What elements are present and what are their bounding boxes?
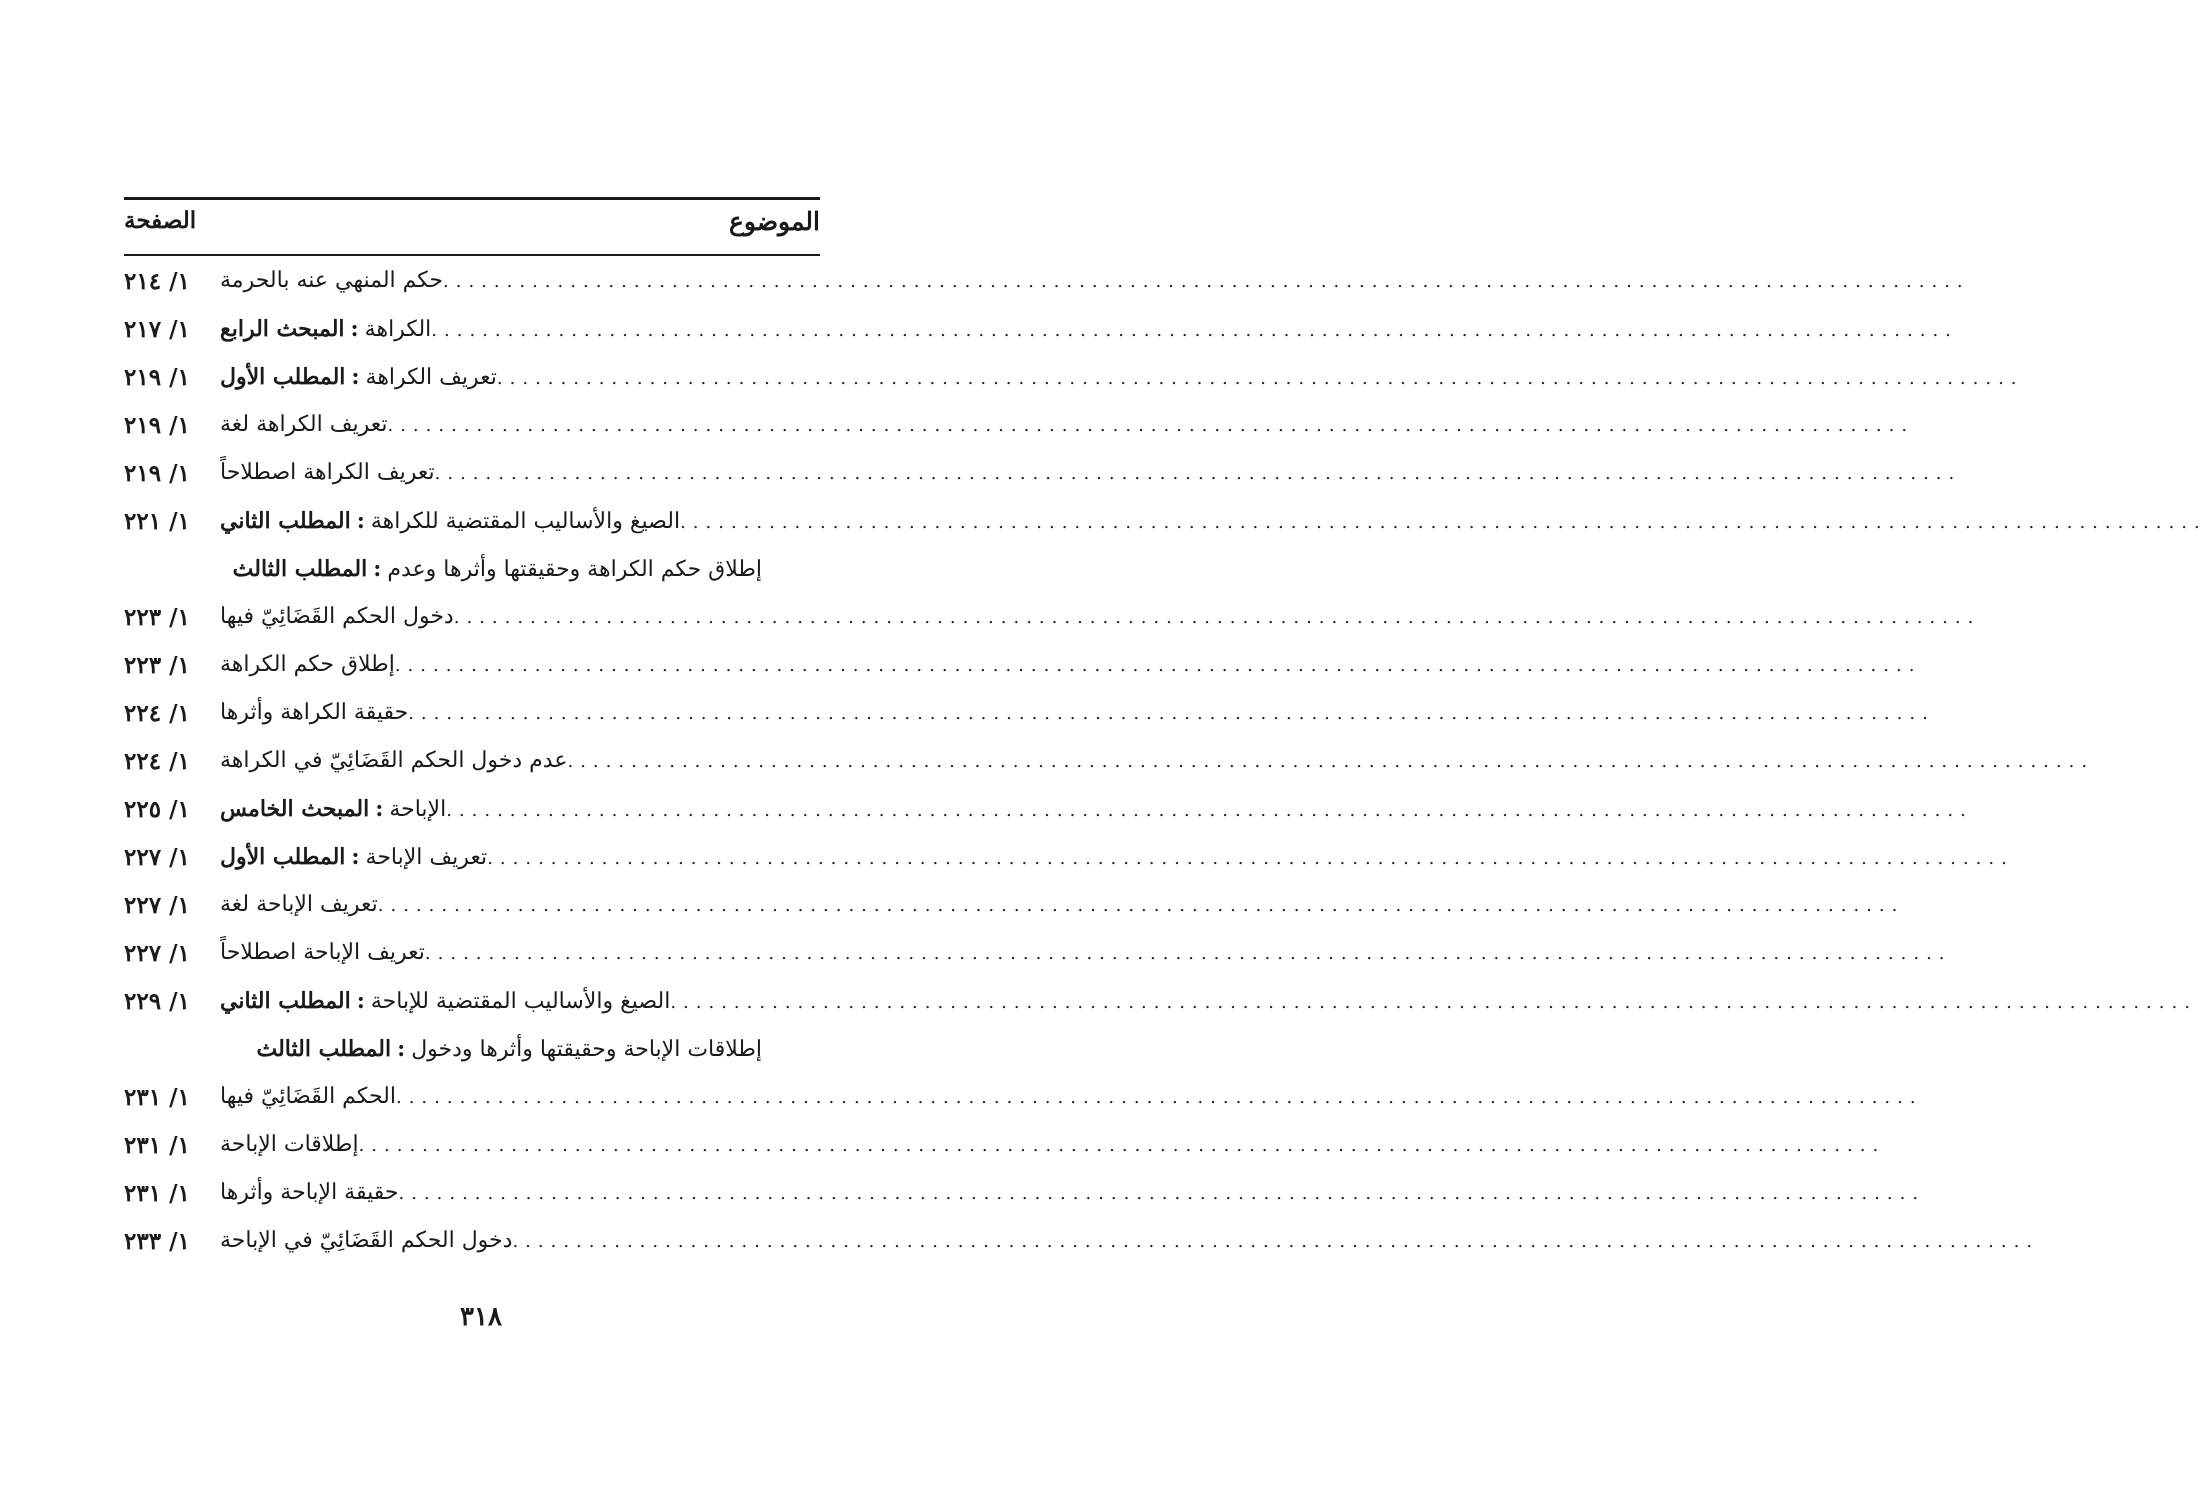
toc-entry [220,460,1962,485]
toc-entry-text: دخول الحكم القَضَائِيّ فيها [220,604,454,629]
toc-entry [220,604,1981,629]
toc-entry-label: المبحث الرابع [220,316,345,342]
toc-entry [220,268,1970,293]
toc-page-ref: ١/ ٢٣٣ [124,1228,190,1255]
toc-leader-dots: ........................................................................................................................ [496,368,2024,389]
toc-entry [220,1180,1926,1205]
header-rule [124,254,820,256]
toc-row [124,1228,2040,1268]
toc-entry-label: المطلب الثالث [232,556,368,582]
toc-leader-dots: ........................................................................................................................ [408,703,1935,724]
toc-header [124,203,820,247]
toc-entry-text: الصيغ والأساليب المقتضية للإباحة [370,989,671,1014]
toc-entry [220,412,1915,437]
toc-row [124,748,2095,788]
toc-leader-dots: ........................................................................................................................ [395,1087,1923,1108]
toc-entry-text: حكم المنهي عنه بالحرمة [220,268,444,293]
toc-leader-dots: ........................................................................................................................ [446,800,1973,821]
header-page: الصفحة [124,207,197,234]
toc-entry [220,1228,2040,1253]
toc-entry-text: الحكم القَضَائِيّ فيها [220,1084,396,1109]
toc-row [124,700,1935,740]
toc-entry-text: تعريف الكراهة [365,365,497,390]
toc-leader-dots: ........................................................................................................................ [680,512,2207,533]
toc-entry [220,892,1905,917]
toc-leader-dots: ........................................................................................................................ [398,1183,1926,1204]
toc-entry [220,1132,1886,1157]
toc-entry-text: إطلاق حكم الكراهة وحقيقتها وأثرها وعدم [387,557,762,582]
toc-entry [220,796,1973,822]
toc-entry-separator: : [356,988,365,1014]
toc-entry-text: الكراهة [364,317,432,342]
toc-entry [220,844,2014,870]
toc-entry [233,556,762,582]
toc-row [124,508,2207,548]
toc-entry-text: تعريف الكراهة لغة [220,412,388,437]
toc-entry-text: إطلاقات الإباحة وحقيقتها وأثرها ودخول [411,1037,762,1062]
toc-page-ref: ١/ ٢٣١ [124,1132,190,1159]
toc-leader-dots: ........................................................................................................................ [443,271,1970,292]
toc-row [124,1132,1886,1172]
toc-row [124,460,1962,500]
toc-page-ref: ١/ ٢٢٥ [124,796,190,823]
toc-row [124,796,1973,836]
toc-entry-label: المطلب الأول [220,844,346,870]
toc-row [124,364,2024,404]
toc-page-ref: ١/ ٢٢٩ [124,988,190,1015]
toc-page-ref: ١/ ٢٢٤ [124,748,190,775]
toc-row [124,1036,820,1076]
toc-page-ref: ١/ ٢٢٣ [124,604,190,631]
toc-page-ref: ١/ ٢١٩ [124,364,190,391]
toc-row [124,412,1915,452]
toc-entry-text: تعريف الكراهة اصطلاحاً [220,460,435,485]
toc-entry-label: المطلب الثالث [256,1036,392,1062]
toc-entry-text: إطلاق حكم الكراهة [220,652,395,677]
toc-page-ref: ١/ ٢٣١ [124,1180,190,1207]
toc-entry-text: تعريف الإباحة اصطلاحاً [220,940,425,965]
toc-row [124,844,2014,884]
toc-entry [220,364,2024,390]
page-number: ٣١٨ [460,1302,502,1332]
toc-entry-text: حقيقة الكراهة وأثرها [220,700,409,725]
toc-entry-separator: : [397,1036,406,1062]
toc-entry [256,1036,762,1062]
header-topic: الموضوع [729,207,820,236]
toc-leader-dots: ........................................................................................................................ [487,848,2014,869]
toc-leader-dots: ........................................................................................................................ [394,655,1922,676]
toc-entry-text: عدم دخول الحكم القَضَائِيّ في الكراهة [220,748,568,773]
toc-row [124,268,1970,308]
toc-row [124,892,1905,932]
toc-page-ref: ١/ ٢١٤ [124,268,190,295]
toc-entry-text: الإباحة [389,797,447,822]
toc-page-ref: ١/ ٢٢٧ [124,940,190,967]
toc-row [124,940,1952,980]
toc-entry-separator: : [350,316,359,342]
toc-page-ref: ١/ ٢٢١ [124,508,190,535]
toc-entry-separator: : [356,508,365,534]
toc-row [124,1180,1926,1220]
toc-page-ref: ١/ ٢٣١ [124,1084,190,1111]
toc-entry-label: المطلب الأول [220,364,346,390]
toc-leader-dots: ........................................................................................................................ [377,895,1905,916]
toc-entry-text: تعريف الإباحة [365,845,488,870]
toc-row [124,1084,1923,1124]
toc-entry-text: الصيغ والأساليب المقتضية للكراهة [370,509,681,534]
toc-row [124,316,1958,356]
toc-row [124,652,1922,692]
toc-page-ref: ١/ ٢١٩ [124,412,190,439]
toc-leader-dots: ........................................................................................................................ [512,1231,2040,1252]
toc-row [124,988,2197,1028]
toc-leader-dots: ........................................................................................................................ [670,992,2197,1013]
toc-row [124,556,820,596]
toc-entry [220,748,2095,773]
toc-entry [220,988,2197,1014]
toc-entry-label: المطلب الثاني [220,988,351,1014]
toc-page-ref: ١/ ٢١٧ [124,316,190,343]
toc-page-ref: ١/ ٢٢٤ [124,700,190,727]
toc-leader-dots: ........................................................................................................................ [358,1135,1886,1156]
toc-entry-label: المبحث الخامس [220,796,370,822]
toc-entry [220,652,1922,677]
toc-page-ref: ١/ ٢٢٧ [124,892,190,919]
toc-entry [220,1084,1923,1109]
toc-entry-text: إطلاقات الإباحة [220,1132,359,1157]
toc-entry [220,940,1952,965]
toc-entry-separator: : [375,796,384,822]
toc-page-ref: ١/ ٢٢٧ [124,844,190,871]
toc-entry [220,508,2207,534]
toc-entry-separator: : [351,364,360,390]
toc-entry-label: المطلب الثاني [220,508,351,534]
toc-leader-dots: ........................................................................................................................ [424,943,1952,964]
toc-row [124,604,1981,644]
toc-entry-separator: : [351,844,360,870]
toc-leader-dots: ........................................................................................................................ [434,463,1962,484]
toc-entry [220,700,1935,725]
toc-entry [220,316,1958,342]
toc-entry-text: حقيقة الإباحة وأثرها [220,1180,399,1205]
toc-entry-separator: : [373,556,382,582]
toc-leader-dots: ........................................................................................................................ [453,607,1981,628]
toc-leader-dots: ........................................................................................................................ [431,320,1958,341]
toc-page-ref: ١/ ٢١٩ [124,460,190,487]
toc-leader-dots: ........................................................................................................................ [387,415,1915,436]
toc-entry-text: دخول الحكم القَضَائِيّ في الإباحة [220,1228,513,1253]
top-rule [124,197,820,200]
toc-page-ref: ١/ ٢٢٣ [124,652,190,679]
toc-entry-text: تعريف الإباحة لغة [220,892,378,917]
toc-leader-dots: ........................................................................................................................ [567,751,2095,772]
